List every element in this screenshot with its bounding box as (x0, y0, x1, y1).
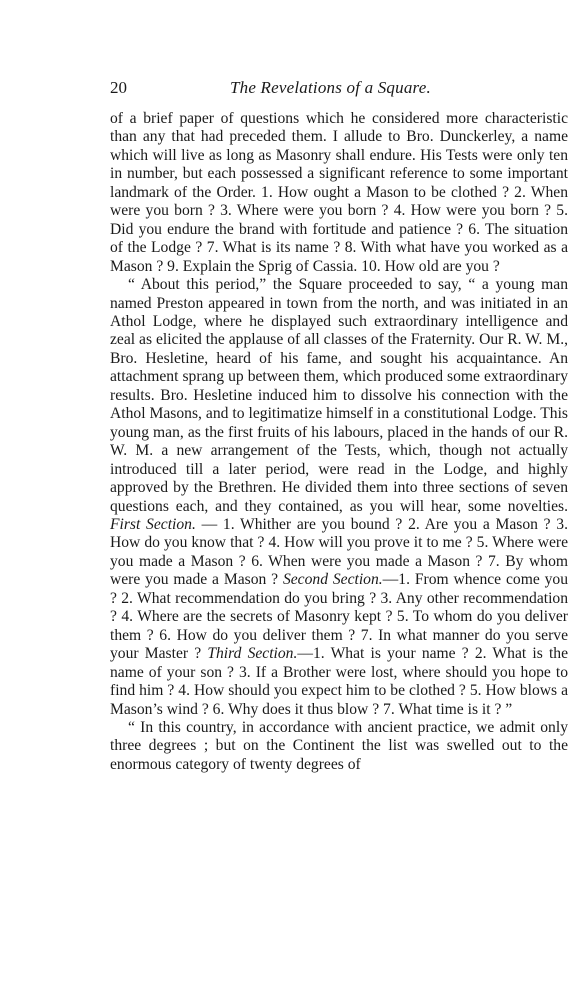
book-page (110, 78, 568, 774)
paragraph-2 (110, 276, 568, 719)
text-segment: “ About this period,” the Square proceeded to say, “ a young man named Preston appeared in town from the north, and was initiated in an Athol Lodge, where he displayed such extraordinary intelligence and zeal as elicited the applause of all classes of the Fraternity. Our R. W. M., Bro. Hesletine, heard of his fame, and sought his acquaintance. An attachment sprang up between them, which produced some extraordinary results. Bro. Hesletine induced him to dissolve his connection with the Athol Masons, and to legitimatize himself in a constitutional Lodge. This young man, as the first fruits of his labours, placed in the hands of our R. W. M. a new arrangement of the Tests, which, though not actually introduced till a later period, were read in the Lodge, and highly approved by the Brethren. He divided them into three sections of seven questions each, and they contained, as you will hear, some novelties. (110, 276, 568, 515)
page-number: 20 (110, 78, 127, 97)
text-segment: of a brief paper of questions which he considered more characteristic than any that had preceded them. I allude to Bro. Dunckerley, a name which will live as long as Masonry shall endure. His Tests were only ten in number, but each possessed a significant reference to some important landmark of the Order. 1. How ought a Mason to be clothed ? 2. When were you born ? 3. Where were you born ? 4. How were you born ? 5. Did you endure the brand with fortitude and patience ? 6. The situation of the Lodge ? 7. What is its name ? 8. With what have you worked as a Mason ? 9. Explain the Sprig of Cassia. 10. How old are you ? (110, 110, 568, 275)
text-segment: —1. What is your name ? 2. What is the name of your son ? 3. If a Brother were lost, where should you hope to find him ? 4. How should you expect him to be clothed ? 5. How blows a Mason’s wind ? 6. Why does it thus blow ? 7. What time is it ? ” (110, 645, 568, 718)
text-segment: — 1. Whither are you bound ? 2. Are you a Mason ? 3. How do you know that ? 4. How will you prove it to me ? 5. Where were you made a Mason ? 6. When were you made a Mason ? 7. By whom were you made a Mason ? (110, 515, 568, 589)
paragraph-3 (110, 719, 568, 774)
text-segment: “ In this country, in accordance with ancient practice, we admit only three degrees ; but on the Continent the list was swelled out to the enormous category of twenty degrees of (110, 718, 568, 773)
page-header (110, 78, 568, 100)
section-label-third: Third Section. (207, 645, 298, 663)
section-label-first: First Section. (110, 515, 196, 533)
text-segment: —1. From whence come you ? 2. What recommendation do you bring ? 3. Any other recommendation ? 4. Where are the secrets of Masonry kept ? 5. To whom do you deliver them ? 6. How do you deliver them ? 7. In what manner do you serve your Master ? (110, 571, 569, 663)
body-text (110, 110, 568, 774)
running-title: The Revelations of a Square. (230, 78, 431, 97)
paragraph-1 (110, 110, 568, 276)
section-label-second: Second Section. (282, 571, 383, 589)
